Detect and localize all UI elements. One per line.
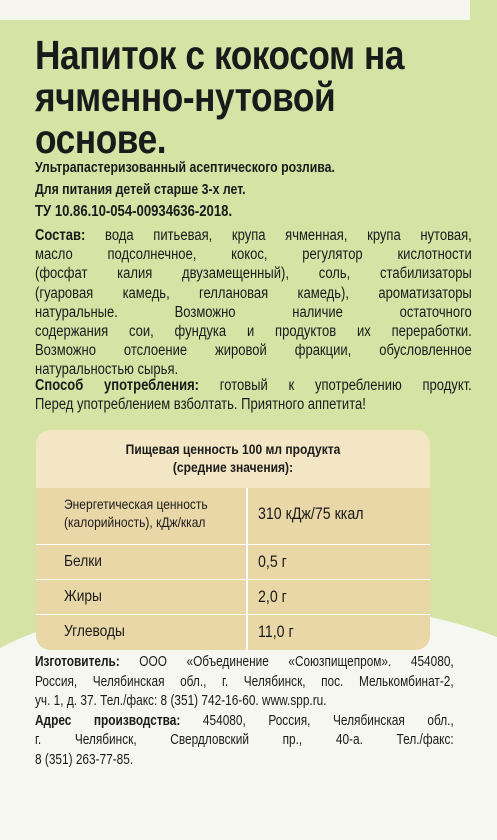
table-row — [36, 614, 430, 650]
manufacturer-block — [35, 652, 454, 769]
composition-line: масло подсолнечное, кокос, регулятор кислотности — [35, 246, 472, 264]
usage-label: Способ употребления: — [35, 377, 200, 394]
composition-block — [35, 226, 472, 380]
nutrition-header-title: Пищевая ценность 100 мл продукта — [125, 441, 341, 457]
product-title — [35, 34, 413, 160]
usage-line: Способ употребления: готовый к употреблению продукт. — [35, 377, 472, 394]
composition-line: (фосфат калия двузамещенный), соль, стабилизаторы — [35, 265, 472, 283]
row-label: Белки — [64, 553, 102, 570]
nutrition-table — [36, 430, 430, 650]
processing-info: Ультрапастеризованный асептического розлива. — [35, 159, 335, 176]
row-value: 310 кДж/75 ккал — [258, 505, 364, 523]
title-line: Напиток с кокосом на — [35, 32, 405, 78]
manufacturer-line: уч. 1, д. 37. Тел./факс: 8 (351) 742-16-60. www.spp.ru. — [35, 692, 327, 709]
row-label: Энергетическая ценность (калорийность), кДж/ккал — [64, 496, 208, 530]
age-info: Для питания детей старше 3-х лет. — [35, 181, 246, 198]
manufacturer-line: Россия, Челябинская обл., г. Челябинск, пос. Мелькомбинат-2, — [35, 672, 454, 690]
production-line: 8 (351) 263-77-85. — [35, 750, 134, 768]
row-label: Углеводы — [64, 623, 125, 640]
production-line: Адрес производства: 454080, Россия, Челябинская обл., — [35, 711, 454, 729]
composition-line: содержания сои, фундука и продуктов их переработки. — [35, 323, 472, 341]
table-row — [36, 488, 430, 544]
table-row — [36, 544, 430, 580]
composition-line: (гуаровая камедь, геллановая камедь), ароматизаторы — [35, 284, 472, 302]
row-value: 0,5 г — [258, 553, 287, 571]
composition-line: натуральные. Возможно наличие остаточного — [35, 303, 472, 321]
production-label: Адрес производства: — [35, 711, 181, 729]
nutrition-header-note: (средние значения): — [172, 459, 294, 475]
production-line: г. Челябинск, Свердловский пр., 40-а. Тел./факс: — [35, 731, 454, 748]
composition-line: натуральностью сырья. — [35, 361, 179, 379]
title-line: ячменно-нутовой — [35, 74, 336, 120]
manufacturer-line: Изготовитель: ООО «Объединение «Союзпищепром». 454080, — [35, 653, 454, 670]
background-top-strip — [0, 0, 470, 20]
composition-label: Состав: — [35, 227, 86, 244]
composition-line: Состав: вода питьевая, крупа ячменная, крупа нутовая, — [35, 227, 472, 244]
title-line: основе. — [35, 116, 167, 162]
manufacturer-label: Изготовитель: — [35, 653, 120, 670]
usage-block — [35, 376, 472, 414]
row-value: 11,0 г — [258, 623, 294, 641]
composition-line: Возможно отслоение жировой фракции, обусловленное — [35, 342, 472, 360]
table-row — [36, 579, 430, 615]
nutrition-table-header — [36, 430, 430, 488]
spec-code: ТУ 10.86.10-054-00934636-2018. — [35, 203, 233, 220]
row-label: Жиры — [64, 588, 102, 605]
row-value: 2,0 г — [258, 588, 287, 606]
usage-line: Перед употреблением взболтать. Приятного аппетита! — [35, 396, 366, 414]
